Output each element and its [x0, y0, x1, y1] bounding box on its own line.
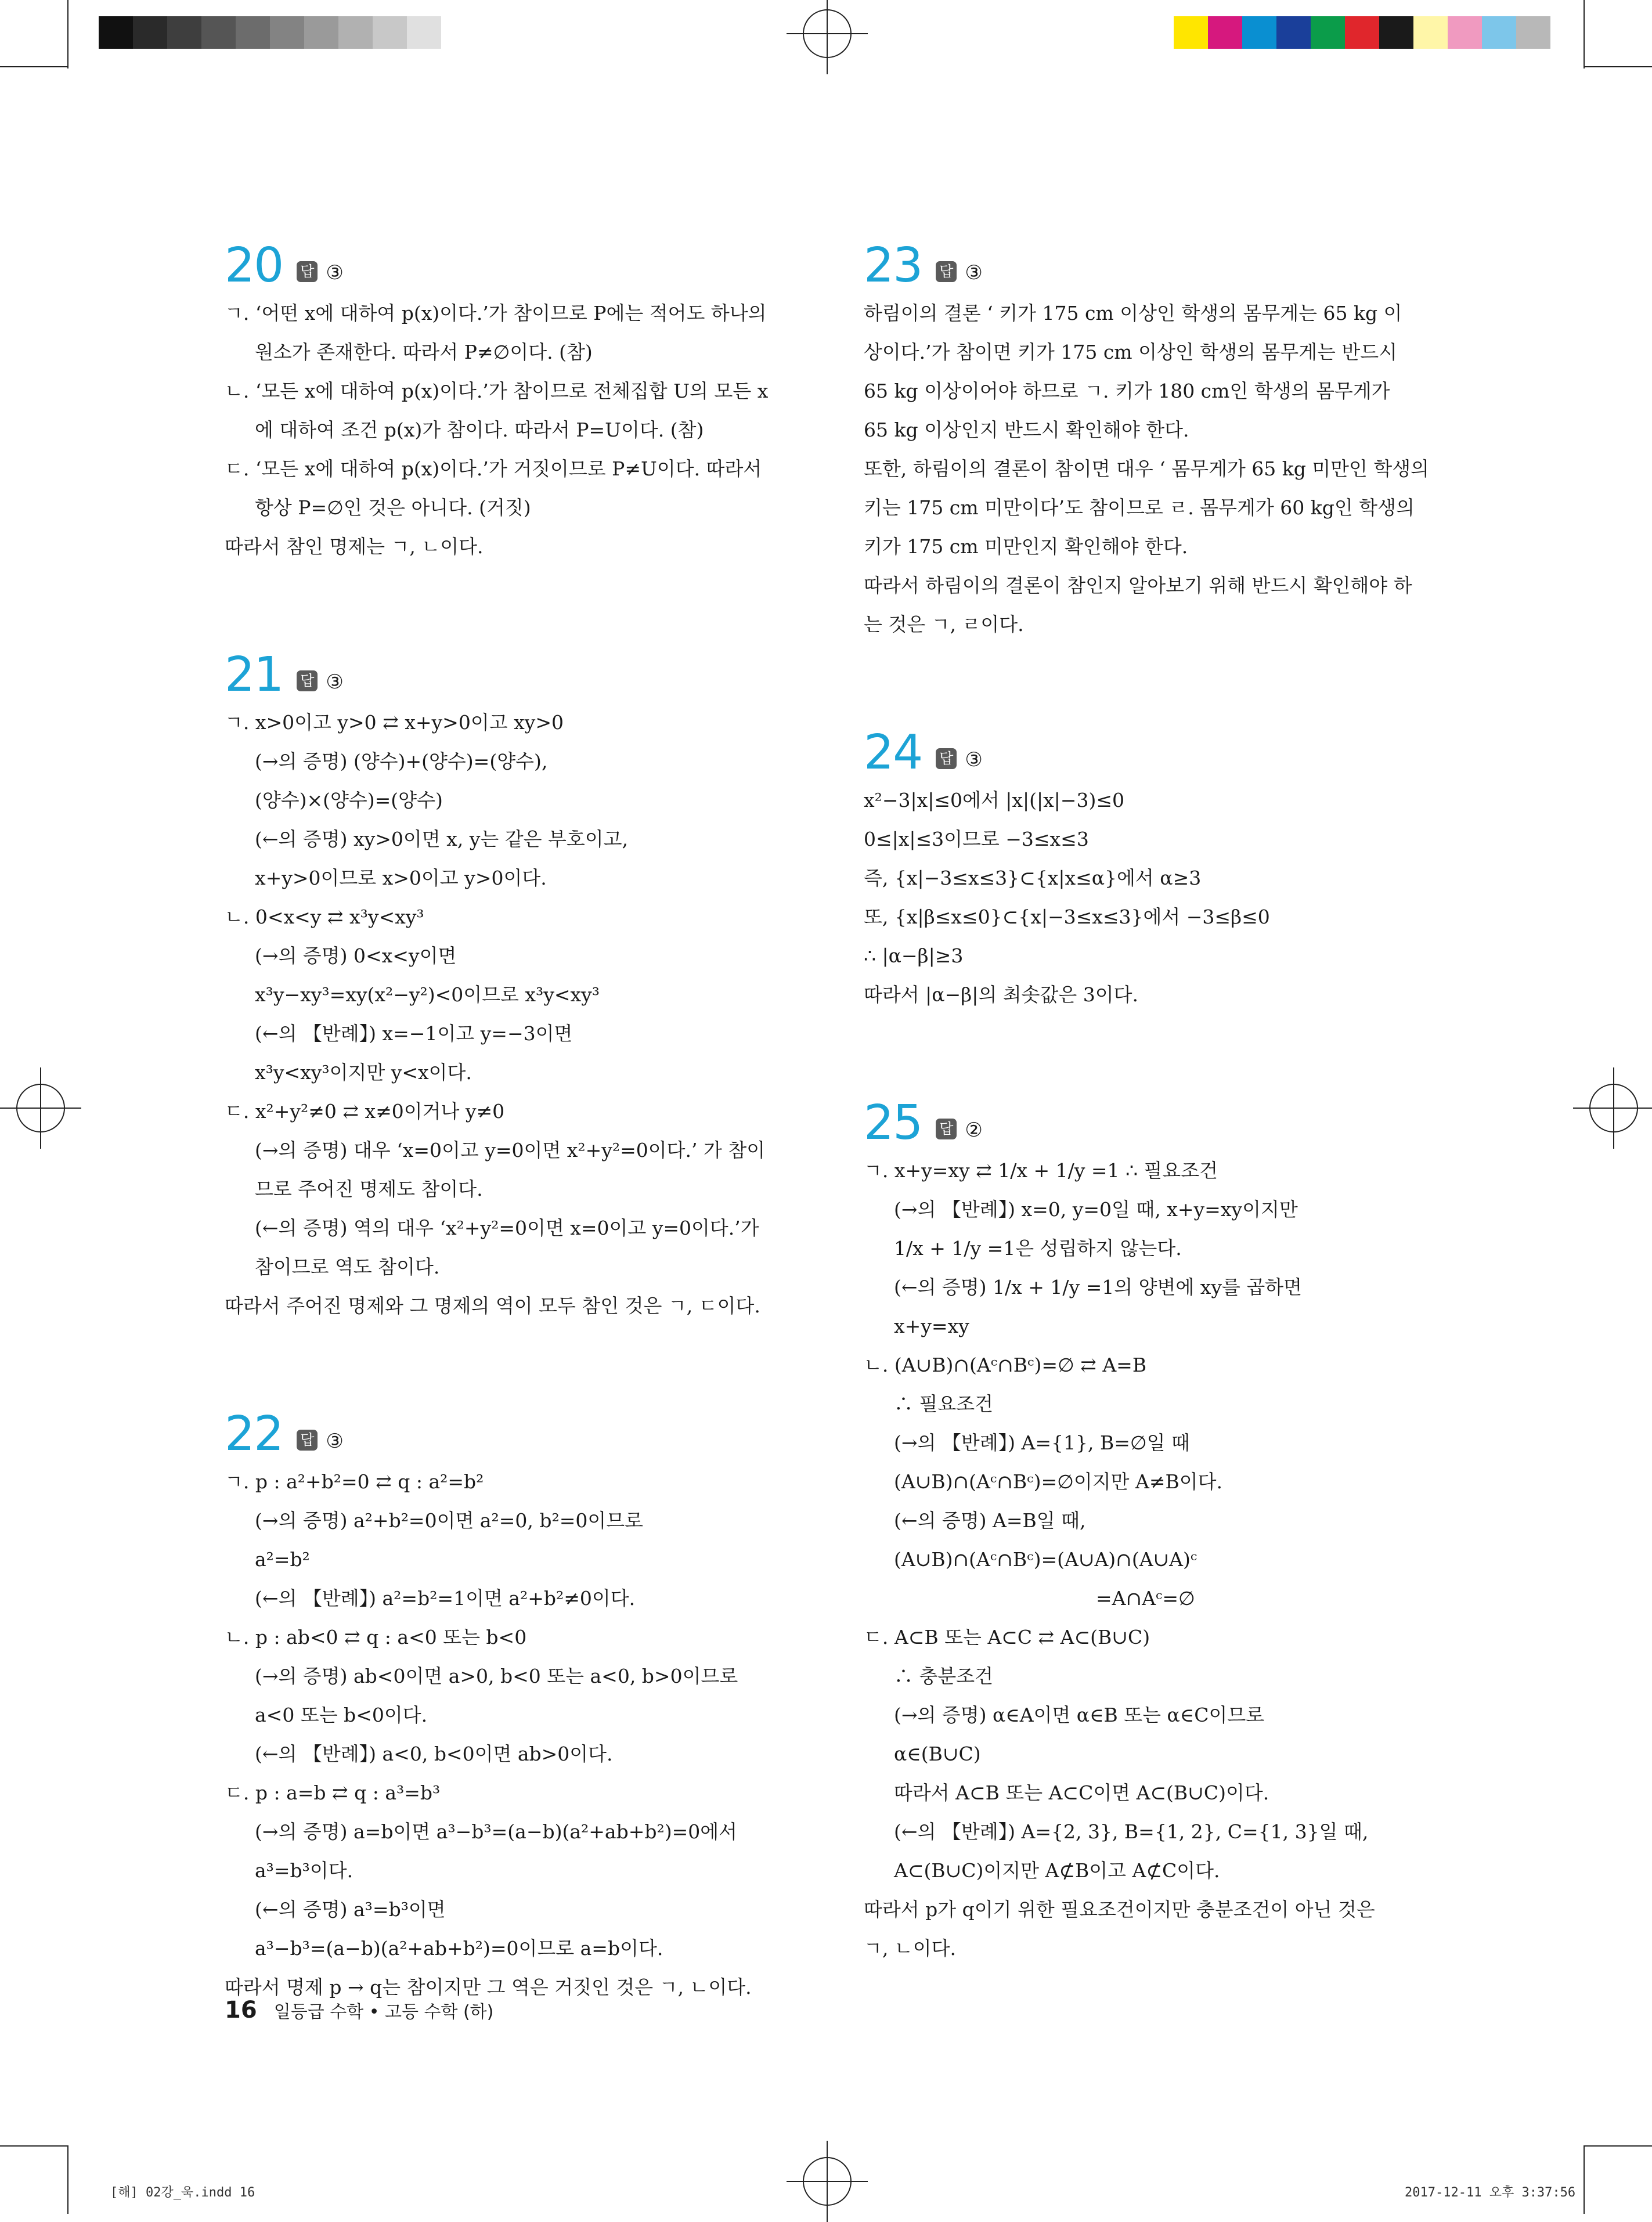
solution-line: 따라서 주어진 명제와 그 명제의 역이 모두 참인 것은 ㄱ, ㄷ이다.: [225, 1294, 760, 1317]
solution-line: (양수)×(양수)=(양수): [255, 789, 443, 811]
gray-swatch: [270, 16, 304, 49]
slug-timestamp: 2017-12-11 오후 3:37:56: [1405, 2185, 1576, 2200]
answer-badge: 답: [297, 1430, 318, 1451]
solution-line: (A∪B)∩(Aᶜ∩Bᶜ)=∅이지만 A≠B이다.: [894, 1470, 1222, 1493]
solution-line: 65 kg 이상인지 반드시 확인해야 한다.: [864, 419, 1189, 441]
gray-swatch: [201, 16, 236, 49]
gray-swatch: [236, 16, 270, 49]
problem-23: [864, 238, 1491, 644]
color-swatch: [1379, 16, 1413, 49]
gray-swatch: [167, 16, 201, 49]
solution-line: ㄴ. p : ab<0 ⇄ q : a<0 또는 b<0: [225, 1626, 527, 1649]
problem-22: [225, 1406, 852, 2007]
crop-mark-bl-h: [0, 2145, 68, 2147]
gray-swatch: [99, 16, 133, 49]
solution-line: (→의 【반례】) x=0, y=0일 때, x+y=xy이지만: [894, 1198, 1298, 1221]
solution-line: ㄱ, ㄴ이다.: [864, 1937, 956, 1960]
solution-line: ㄴ. 0<x<y ⇄ x³y<xy³: [225, 906, 424, 928]
solution-line: (→의 증명) ab<0이면 a>0, b<0 또는 a<0, b>0이므로: [255, 1665, 738, 1687]
solution-line: ∴ |α−β|≥3: [864, 944, 964, 967]
solution-line: ㄷ. ‘모든 x에 대하여 p(x)이다.’가 거짓이므로 P≠U이다. 따라서: [225, 457, 762, 480]
right-column: [864, 238, 1491, 1968]
solution-line: 따라서 p가 q이기 위한 필요조건이지만 충분조건이 아닌 것은: [864, 1898, 1375, 1921]
color-swatch: [1208, 16, 1242, 49]
solution-line: x+y=xy: [894, 1315, 969, 1337]
solution-line: 원소가 존재한다. 따라서 P≠∅이다. (참): [255, 341, 593, 363]
solution-line: 또한, 하림이의 결론이 참이면 대우 ‘ 몸무게가 65 kg 미만인 학생의: [864, 457, 1430, 480]
problem-header: [225, 647, 852, 702]
solution-line: (A∪B)∩(Aᶜ∩Bᶜ)=(A∪A)∩(A∪A)ᶜ: [894, 1548, 1197, 1571]
solution-line: (→의 【반례】) A={1}, B=∅일 때: [894, 1431, 1190, 1454]
solution-line: 키는 175 cm 미만이다’도 참이므로 ㄹ. 몸무게가 60 kg인 학생의: [864, 496, 1415, 519]
crop-mark-tl-h: [0, 66, 68, 67]
answer-badge: 답: [936, 1119, 957, 1139]
solution-line: (←의 【반례】) a²=b²=1이면 a²+b²≠0이다.: [255, 1587, 636, 1610]
problem-21: [225, 647, 852, 1325]
gray-swatch: [441, 16, 475, 49]
solution-line: (←의 증명) A=B일 때,: [894, 1509, 1086, 1532]
answer-choice: ③: [326, 670, 344, 694]
answer-choice: ③: [965, 748, 983, 771]
solution-line: 따라서 하림이의 결론이 참인지 알아보기 위해 반드시 확인해야 하: [864, 574, 1412, 597]
solution-line: (→의 증명) 0<x<y이면: [255, 944, 457, 967]
solution-line: 하림이의 결론 ‘ 키가 175 cm 이상인 학생의 몸무게는 65 kg 이: [864, 302, 1402, 324]
color-swatch: [1482, 16, 1516, 49]
gray-swatch: [373, 16, 407, 49]
solution-line: 0≤|x|≤3이므로 −3≤x≤3: [864, 828, 1089, 850]
answer-badge: 답: [936, 261, 957, 282]
solution-line: (←의 증명) a³=b³이면: [255, 1898, 446, 1921]
solution-line: α∈(B∪C): [894, 1743, 981, 1765]
solution-line: 따라서 A⊂B 또는 A⊂C이면 A⊂(B∪C)이다.: [894, 1781, 1269, 1804]
left-column: [225, 238, 852, 2007]
answer-choice: ③: [326, 1430, 344, 1453]
gray-swatch: [304, 16, 338, 49]
color-swatch: [1345, 16, 1379, 49]
problem-header: [864, 238, 1491, 293]
problem-number: 24: [864, 725, 922, 780]
solution-line: 키가 175 cm 미만인지 확인해야 한다.: [864, 535, 1188, 558]
solution-line: ∴ 필요조건: [894, 1393, 994, 1415]
crop-mark-tl-v: [67, 0, 68, 68]
solution-line: 따라서 명제 p → q는 참이지만 그 역은 거짓인 것은 ㄱ, ㄴ이다.: [225, 1976, 752, 1999]
crop-mark-tr-h: [1584, 66, 1652, 67]
solution-line: 따라서 참인 명제는 ㄱ, ㄴ이다.: [225, 535, 484, 558]
solution-line: (→의 증명) (양수)+(양수)=(양수),: [255, 750, 548, 773]
slug-file: [해] 02강_욱.indd 16: [110, 2185, 255, 2200]
solution-line: ㄷ. A⊂B 또는 A⊂C ⇄ A⊂(B∪C): [864, 1626, 1150, 1649]
registration-mark-right: [1589, 1084, 1638, 1132]
registration-mark-bottom: [803, 2157, 852, 2206]
solution-line: a²=b²: [255, 1548, 310, 1571]
crop-mark-bl-v: [67, 2145, 68, 2214]
process-color-bar: [1174, 16, 1550, 49]
gray-swatch: [338, 16, 373, 49]
solution-line: ㄱ. ‘어떤 x에 대하여 p(x)이다.’가 참이므로 P에는 적어도 하나의: [225, 302, 767, 324]
solution-line: 따라서 |α−β|의 최솟값은 3이다.: [864, 983, 1138, 1006]
solution-line: 또, {x|β≤x≤0}⊂{x|−3≤x≤3}에서 −3≤β≤0: [864, 906, 1270, 928]
problem-number: 21: [225, 647, 283, 702]
registration-mark-left: [16, 1084, 65, 1132]
solution-line: =A∩Aᶜ=∅: [1096, 1587, 1195, 1610]
solution-line: x³y<xy³이지만 y<x이다.: [255, 1061, 472, 1084]
solution-line: 므로 주어진 명제도 참이다.: [255, 1178, 483, 1200]
crop-mark-br-h: [1584, 2145, 1652, 2147]
problem-20: [225, 238, 852, 566]
problem-number: 23: [864, 238, 922, 293]
grayscale-color-bar: [99, 16, 475, 49]
color-swatch: [1448, 16, 1482, 49]
solution-line: (←의 증명) 역의 대우 ‘x²+y²=0이면 x=0이고 y=0이다.’가: [255, 1217, 759, 1239]
solution-line: ㄴ. ‘모든 x에 대하여 p(x)이다.’가 참이므로 전체집합 U의 모든 x: [225, 380, 769, 402]
problem-number: 22: [225, 1406, 283, 1462]
solution-line: (→의 증명) 대우 ‘x=0이고 y=0이면 x²+y²=0이다.’ 가 참이: [255, 1139, 766, 1162]
solution-line: x³y−xy³=xy(x²−y²)<0이므로 x³y<xy³: [255, 983, 600, 1006]
solution-line: 참이므로 역도 참이다.: [255, 1256, 440, 1278]
solution-line: A⊂(B∪C)이지만 A⊄B이고 A⊄C이다.: [894, 1859, 1220, 1882]
solution-line: (←의 【반례】) x=−1이고 y=−3이면: [255, 1022, 573, 1045]
solution-line: x²−3|x|≤0에서 |x|(|x|−3)≤0: [864, 789, 1124, 811]
solution-line: ㄷ. p : a=b ⇄ q : a³=b³: [225, 1781, 441, 1804]
problem-header: [225, 1406, 852, 1462]
book-title: 일등급 수학 • 고등 수학 (하): [273, 2002, 494, 2022]
registration-mark-top: [803, 9, 852, 58]
problem-number: 25: [864, 1095, 922, 1150]
solution-line: (←의 증명) 1/x + 1/y =1의 양변에 xy를 곱하면: [894, 1276, 1303, 1298]
answer-badge: 답: [297, 670, 318, 691]
solution-line: a³−b³=(a−b)(a²+ab+b²)=0이므로 a=b이다.: [255, 1937, 663, 1960]
problem-header: [864, 725, 1491, 780]
solution-line: 65 kg 이상이어야 하므로 ㄱ. 키가 180 cm인 학생의 몸무게가: [864, 380, 1390, 402]
solution-line: 항상 P=∅인 것은 아니다. (거짓): [255, 496, 531, 519]
solution-line: 즉, {x|−3≤x≤3}⊂{x|x≤α}에서 α≥3: [864, 867, 1202, 889]
solution-line: (←의 【반례】) A={2, 3}, B={1, 2}, C={1, 3}일 때,: [894, 1820, 1369, 1843]
solution-line: ㄷ. x²+y²≠0 ⇄ x≠0이거나 y≠0: [225, 1100, 505, 1123]
problem-number: 20: [225, 238, 283, 293]
color-swatch: [1174, 16, 1208, 49]
problem-header: [864, 1095, 1491, 1150]
color-swatch: [1311, 16, 1345, 49]
solution-line: a³=b³이다.: [255, 1859, 354, 1882]
solution-line: 는 것은 ㄱ, ㄹ이다.: [864, 613, 1024, 636]
crop-mark-br-v: [1584, 2145, 1585, 2214]
solution-line: 에 대하여 조건 p(x)가 참이다. 따라서 P=U이다. (참): [255, 419, 704, 441]
answer-badge: 답: [936, 748, 957, 769]
gray-swatch: [407, 16, 441, 49]
page-footer: [225, 1997, 493, 2023]
answer-badge: 답: [297, 261, 318, 282]
color-swatch: [1516, 16, 1550, 49]
solution-line: (→의 증명) a=b이면 a³−b³=(a−b)(a²+ab+b²)=0에서: [255, 1820, 737, 1843]
solution-line: x+y>0이므로 x>0이고 y>0이다.: [255, 867, 547, 889]
solution-line: ㄱ. x>0이고 y>0 ⇄ x+y>0이고 xy>0: [225, 711, 564, 734]
problem-24: [864, 725, 1491, 1014]
problem-header: [225, 238, 852, 293]
solution-line: (→의 증명) a²+b²=0이면 a²=0, b²=0이므로: [255, 1509, 643, 1532]
solution-line: (←의 증명) xy>0이면 x, y는 같은 부호이고,: [255, 828, 629, 850]
page-number: 16: [225, 1997, 257, 2023]
gray-swatch: [133, 16, 167, 49]
answer-choice: ③: [965, 261, 983, 284]
solution-line: (→의 증명) α∈A이면 α∈B 또는 α∈C이므로: [894, 1704, 1265, 1726]
solution-line: 1/x + 1/y =1은 성립하지 않는다.: [894, 1237, 1182, 1260]
solution-line: (←의 【반례】) a<0, b<0이면 ab>0이다.: [255, 1743, 613, 1765]
problem-25: [864, 1095, 1491, 1968]
answer-choice: ③: [326, 261, 344, 284]
color-swatch: [1276, 16, 1311, 49]
color-swatch: [1413, 16, 1448, 49]
answer-choice: ②: [965, 1119, 983, 1142]
color-swatch: [1242, 16, 1276, 49]
solution-line: ㄴ. (A∪B)∩(Aᶜ∩Bᶜ)=∅ ⇄ A=B: [864, 1354, 1147, 1376]
solution-line: ㄱ. x+y=xy ⇄ 1/x + 1/y =1 ∴ 필요조건: [864, 1159, 1218, 1182]
crop-mark-tr-v: [1584, 0, 1585, 68]
solution-line: 상이다.’가 참이면 키가 175 cm 이상인 학생의 몸무게는 반드시: [864, 341, 1397, 363]
solution-line: a<0 또는 b<0이다.: [255, 1704, 428, 1726]
solution-line: ㄱ. p : a²+b²=0 ⇄ q : a²=b²: [225, 1470, 484, 1493]
solution-line: ∴ 충분조건: [894, 1665, 994, 1687]
